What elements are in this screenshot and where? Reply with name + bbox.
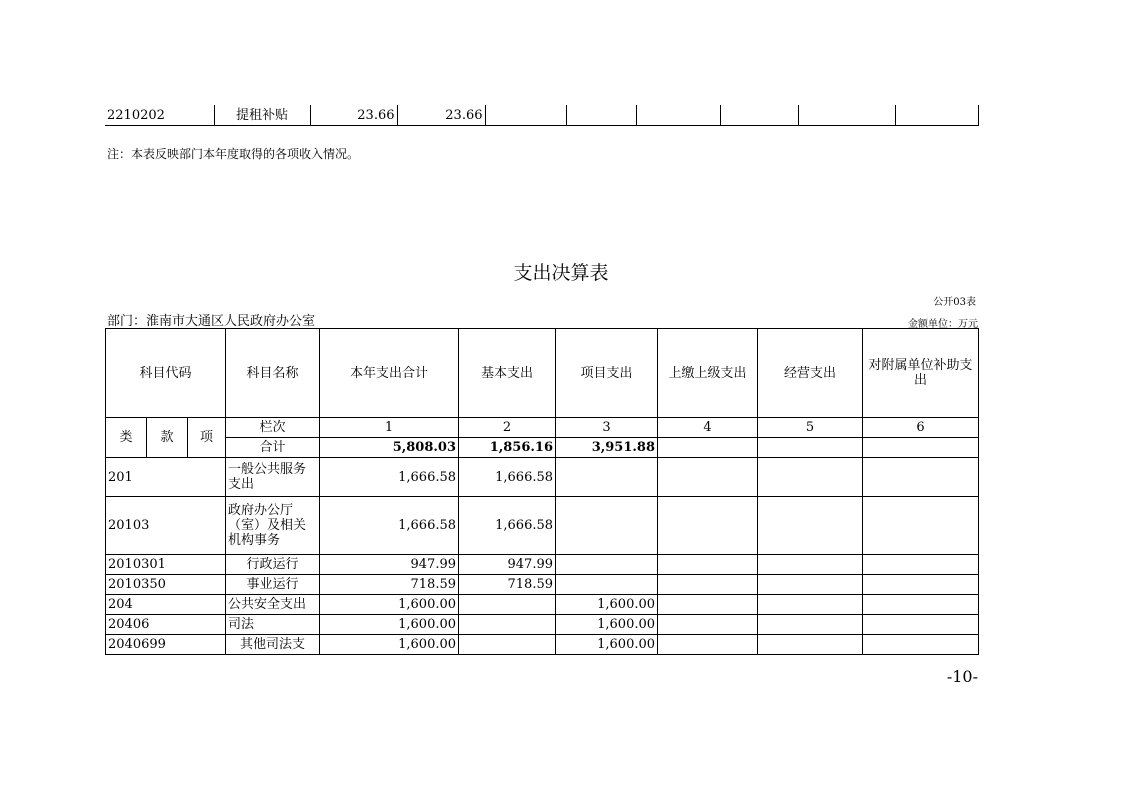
col-number-4: 4 — [658, 418, 758, 438]
row-code: 201 — [106, 458, 226, 497]
table-row — [106, 635, 979, 655]
row-total: 1,666.58 — [320, 458, 459, 497]
column-number-row — [106, 418, 979, 438]
col-number-6: 6 — [863, 418, 979, 438]
row-project — [556, 458, 658, 497]
department-label: 部门：淮南市大通区人民政府办公室 — [107, 314, 316, 329]
row-project: 1,600.00 — [556, 635, 658, 655]
header-upper: 上缴上级支出 — [658, 329, 758, 418]
row-code: 2210202 — [105, 105, 214, 126]
table-row — [106, 458, 979, 497]
table-row — [106, 555, 979, 575]
header-kuan: 款 — [147, 418, 188, 458]
col-number-2: 2 — [459, 418, 556, 438]
table-row — [106, 595, 979, 615]
table-row — [106, 497, 979, 555]
header-subsidy: 对附属单位补助支出 — [863, 329, 979, 418]
total-label: 合计 — [226, 438, 320, 458]
row-project: 1,600.00 — [556, 615, 658, 635]
row-name: 其他司法支 — [226, 635, 320, 655]
row-code: 2010350 — [106, 575, 226, 595]
row-name: 政府办公厅（室）及相关机构事务 — [226, 497, 320, 555]
table-note: 注：本表反映部门本年度取得的各项收入情况。 — [107, 147, 360, 161]
table-id: 公开03表 — [933, 297, 976, 308]
header-project: 项目支出 — [556, 329, 658, 418]
row-basic: 1,666.58 — [459, 497, 556, 555]
row-code: 20103 — [106, 497, 226, 555]
row-value-1: 23.66 — [310, 105, 397, 126]
row-basic — [459, 595, 556, 615]
total-project: 3,951.88 — [556, 438, 658, 458]
unit-label: 金额单位：万元 — [908, 319, 978, 330]
row-total: 947.99 — [320, 555, 459, 575]
header-name: 科目名称 — [226, 329, 320, 418]
col-number-3: 3 — [556, 418, 658, 438]
page-number: -10- — [946, 667, 978, 686]
total-row — [106, 438, 979, 458]
header-lanci: 栏次 — [226, 418, 320, 438]
table-row — [105, 105, 978, 126]
row-basic: 718.59 — [459, 575, 556, 595]
header-business: 经营支出 — [758, 329, 863, 418]
row-total: 1,666.58 — [320, 497, 459, 555]
header-code: 科目代码 — [106, 329, 226, 418]
row-basic: 1,666.58 — [459, 458, 556, 497]
row-value-2: 23.66 — [397, 105, 485, 126]
row-project — [556, 555, 658, 575]
row-name: 事业运行 — [226, 575, 320, 595]
col-number-1: 1 — [320, 418, 459, 438]
total-sum: 5,808.03 — [320, 438, 459, 458]
row-project: 1,600.00 — [556, 595, 658, 615]
page-title: 支出决算表 — [513, 262, 609, 284]
row-name: 司法 — [226, 615, 320, 635]
row-basic: 947.99 — [459, 555, 556, 575]
row-total: 1,600.00 — [320, 595, 459, 615]
row-project — [556, 575, 658, 595]
row-name: 公共安全支出 — [226, 595, 320, 615]
previous-table-last-row — [105, 105, 979, 126]
col-number-5: 5 — [758, 418, 863, 438]
row-code: 2040699 — [106, 635, 226, 655]
total-basic: 1,856.16 — [459, 438, 556, 458]
header-xiang: 项 — [188, 418, 226, 458]
row-code: 204 — [106, 595, 226, 615]
header-row — [106, 329, 979, 418]
row-code: 2010301 — [106, 555, 226, 575]
header-total: 本年支出合计 — [320, 329, 459, 418]
header-lei: 类 — [106, 418, 147, 458]
row-code: 20406 — [106, 615, 226, 635]
row-name: 行政运行 — [226, 555, 320, 575]
row-name: 一般公共服务支出 — [226, 458, 320, 497]
table-row — [106, 615, 979, 635]
row-project — [556, 497, 658, 555]
row-name: 提租补贴 — [214, 105, 310, 126]
row-total: 718.59 — [320, 575, 459, 595]
header-basic: 基本支出 — [459, 329, 556, 418]
row-basic — [459, 635, 556, 655]
row-total: 1,600.00 — [320, 615, 459, 635]
table-row — [106, 575, 979, 595]
expenditure-table — [105, 328, 979, 655]
row-total: 1,600.00 — [320, 635, 459, 655]
row-basic — [459, 615, 556, 635]
